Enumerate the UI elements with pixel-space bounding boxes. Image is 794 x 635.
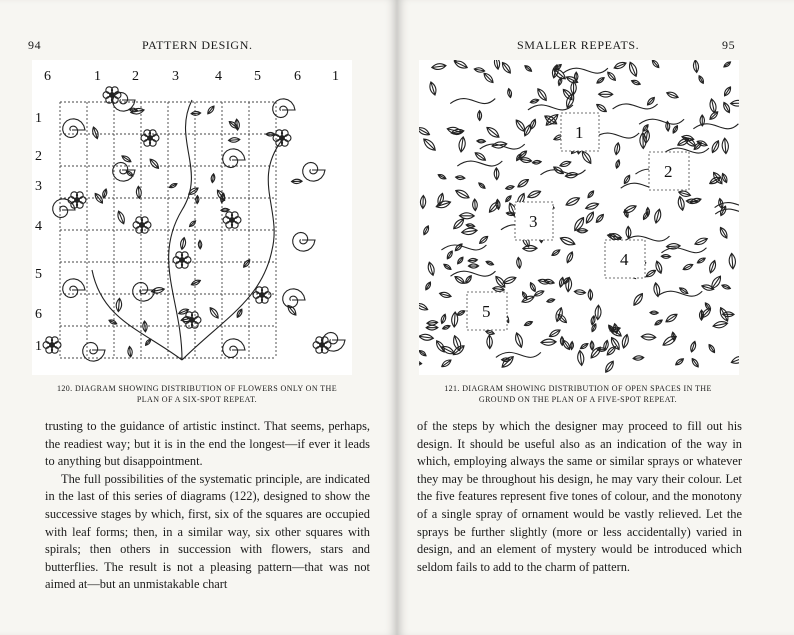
- leaf-shape: [458, 257, 463, 264]
- grid-row-label: 1: [35, 111, 42, 126]
- leaf-shape: [547, 299, 555, 302]
- leaf-shape: [419, 128, 430, 135]
- scroll-spiral: [53, 199, 75, 218]
- leaf-shape: [447, 251, 452, 259]
- leaf-shape: [522, 292, 526, 299]
- leaf-shape: [459, 137, 465, 152]
- leaf-shape: [655, 320, 662, 325]
- leaf-shape: [580, 344, 588, 349]
- leaf-shape: [454, 219, 464, 229]
- leaf-shape: [292, 179, 303, 183]
- vine-stem: [613, 104, 658, 109]
- leaf-shape: [478, 111, 482, 121]
- leaf-shape: [456, 176, 465, 180]
- figure-caption: [417, 383, 739, 405]
- vine-stem: [693, 124, 738, 129]
- leaf-shape: [506, 212, 514, 215]
- leaf-shape: [427, 321, 438, 325]
- running-head: PATTERN DESIGN.: [142, 38, 253, 52]
- scroll-spiral: [63, 119, 85, 138]
- flower-center: [148, 136, 153, 141]
- leaf-shape: [731, 100, 739, 106]
- leaf-shape: [596, 214, 603, 222]
- leaf-shape: [468, 258, 477, 262]
- leaf-shape: [588, 191, 594, 198]
- leaf-shape: [632, 80, 641, 84]
- leaf-shape: [705, 303, 710, 310]
- leaf-shape: [438, 175, 446, 179]
- leaf-shape: [496, 276, 505, 287]
- leaf-shape: [181, 238, 186, 250]
- grid-column-label: 2: [132, 69, 139, 84]
- leaf-shape: [680, 288, 688, 294]
- leaf-shape: [462, 228, 477, 234]
- leaf-shape: [428, 262, 434, 275]
- leaf-shape: [597, 348, 606, 352]
- leaf-shape: [647, 97, 654, 105]
- leaf-shape: [208, 106, 214, 114]
- body-text: [417, 418, 742, 576]
- leaf-shape: [599, 91, 613, 97]
- five-spot-diagram: [419, 60, 739, 375]
- leaf-shape: [574, 72, 578, 81]
- leaf-shape: [480, 236, 488, 243]
- leaf-shape: [530, 99, 538, 103]
- leaf-shape: [502, 63, 510, 74]
- leaf-shape: [474, 68, 484, 72]
- leaf-shape: [729, 253, 735, 269]
- leaf-shape: [541, 339, 556, 345]
- leaf-shape: [722, 173, 727, 182]
- leaf-shape: [570, 342, 573, 350]
- leaf-shape: [563, 340, 569, 349]
- grid-column-label: 6: [294, 69, 301, 84]
- leaf-shape: [506, 186, 514, 190]
- leaf-shape: [528, 191, 541, 198]
- grid-column-label: 3: [172, 69, 179, 84]
- leaf-shape: [452, 312, 458, 327]
- leaf-shape: [237, 309, 242, 317]
- vine-stem: [457, 161, 502, 166]
- leaf-shape: [683, 264, 693, 269]
- leaf-shape: [560, 161, 571, 166]
- leaf-shape: [210, 308, 218, 318]
- leaf-shape: [597, 104, 607, 111]
- leaf-shape: [442, 360, 451, 367]
- flower-center: [75, 198, 80, 203]
- leaf-shape: [695, 238, 708, 244]
- grid-column-label: 1: [94, 69, 101, 84]
- leaf-shape: [634, 294, 642, 306]
- leaf-shape: [697, 258, 705, 263]
- scroll-spiral: [63, 279, 85, 298]
- leaf-shape: [508, 89, 512, 98]
- paragraph: The full possibilities of the systematic principle, are indicated in the last of this series of diagrams (122), designed to show the successive stages by which, first, six of the squares are occupied with leaf forms; then, in a similar way, six other squares with spirals; then others in succession with flowers, stars and butterflies. The result is not a pleasing pattern—that was not aimed at—but an unmistakable chart: [45, 471, 370, 592]
- leaf-shape: [136, 186, 141, 198]
- caption-line: GROUND ON THE PLAN OF A FIVE-SPOT REPEAT.: [478, 395, 678, 404]
- leaf-shape: [217, 190, 224, 200]
- vine-stem: [450, 99, 495, 104]
- leaf-shape: [484, 73, 493, 82]
- leaf-shape: [211, 174, 215, 183]
- leaf-shape: [493, 287, 504, 292]
- vine-stem: [715, 209, 739, 214]
- leaf-shape: [710, 261, 716, 273]
- scroll-spiral: [113, 162, 135, 181]
- vine-stem: [496, 352, 541, 357]
- leaf-shape: [676, 359, 684, 365]
- leaf-shape: [457, 311, 465, 316]
- leaf-shape: [560, 237, 575, 244]
- leaf-shape: [454, 61, 467, 68]
- leaf-shape: [229, 138, 240, 143]
- page-number: 94: [28, 38, 42, 52]
- leaf-shape: [724, 62, 731, 67]
- vine-stem: [450, 271, 495, 276]
- leaf-shape: [534, 291, 544, 296]
- leaf-shape: [725, 87, 731, 96]
- leaf-shape: [442, 347, 455, 354]
- leaf-shape: [118, 211, 124, 224]
- leaf-shape: [501, 358, 510, 362]
- leaf-shape: [477, 139, 486, 142]
- grid-column-label: 4: [215, 69, 222, 84]
- leaf-shape: [558, 78, 562, 86]
- leaf-shape: [116, 298, 121, 311]
- leaf-shape: [456, 190, 469, 198]
- leaf-shape: [520, 158, 532, 163]
- leaf-shape: [441, 314, 445, 323]
- leaf-shape: [532, 160, 541, 164]
- leaf-shape: [229, 122, 237, 129]
- leaf-shape: [710, 99, 716, 113]
- leaf-shape: [151, 288, 164, 293]
- leaf-shape: [129, 108, 137, 111]
- space-label: 1: [575, 123, 584, 142]
- leaf-shape: [633, 356, 644, 360]
- leaf-shape: [525, 66, 532, 72]
- caption-line: 120. DIAGRAM SHOWING DISTRIBUTION OF FLOWERS ONLY ON THE: [56, 384, 338, 393]
- leaf-shape: [714, 172, 722, 183]
- leaf-shape: [494, 60, 499, 69]
- scroll-spiral: [223, 339, 245, 358]
- flower-center: [260, 293, 265, 298]
- flower-center: [50, 343, 55, 348]
- figure-caption: [36, 383, 358, 405]
- leaf-shape: [597, 78, 604, 83]
- leaf-shape: [673, 126, 677, 133]
- leaf-shape: [712, 276, 721, 288]
- leaf-shape: [566, 198, 579, 206]
- grid-row-label: 1: [35, 339, 42, 354]
- space-label: 2: [664, 162, 673, 181]
- flower-center: [110, 93, 115, 98]
- grid-row-label: 6: [35, 307, 42, 322]
- leaf-shape: [454, 336, 461, 351]
- leaf-shape: [692, 359, 698, 367]
- figure-five-spot-repeat: [419, 60, 739, 375]
- leaf-shape: [571, 81, 576, 94]
- leaf-shape: [699, 76, 703, 84]
- leaf-shape: [430, 82, 436, 95]
- leaf-shape: [554, 69, 566, 79]
- grid-row-label: 3: [35, 179, 42, 194]
- leaf-shape: [126, 171, 133, 176]
- leaf-shape: [574, 290, 585, 295]
- right-page: [397, 0, 794, 635]
- vine-stem: [594, 133, 639, 138]
- figure-six-spot-repeat: [32, 60, 352, 375]
- leaf-shape: [198, 240, 201, 249]
- leaf-shape: [440, 292, 452, 297]
- leaf-shape: [530, 283, 535, 292]
- leaf-shape: [109, 320, 117, 324]
- leaf-shape: [221, 208, 230, 211]
- vine-stem: [639, 119, 684, 124]
- leaf-shape: [444, 264, 451, 269]
- leaf-shape: [586, 203, 599, 209]
- vine-stem: [563, 68, 608, 73]
- vine-stem: [441, 245, 486, 250]
- paragraph: of the steps by which the designer may proceed to fill out his design. It should be useful also as an indication of the way in which, employing always the same or similar sprays or whatever they may be throughout his design, he may vary their colour. Let the five features represent five tones of colour, and the monotony of a single spray of ornament would be vastly relieved. Let the sprays be further slightly (more or less accidentally) varied in design, and an element of mystery would be introduced which seldom fails to add to the charm of pattern.: [417, 419, 742, 574]
- leaf-shape: [607, 347, 615, 355]
- leaf-shape: [503, 277, 516, 284]
- leaf-shape: [650, 311, 658, 314]
- leaf-shape: [516, 120, 525, 131]
- leaf-shape: [468, 264, 478, 268]
- leaf-shape: [552, 250, 560, 256]
- leaf-shape: [524, 125, 530, 136]
- leaf-shape: [606, 361, 614, 372]
- vine-stem: [528, 105, 573, 110]
- vine-stem: [657, 291, 702, 296]
- leaf-shape: [146, 339, 151, 345]
- leaf-shape: [486, 261, 493, 265]
- scroll-spiral: [303, 162, 325, 181]
- leaf-shape: [455, 277, 465, 284]
- leaf-shape: [419, 304, 428, 310]
- leaf-shape: [128, 346, 132, 357]
- six-spot-diagram: [32, 60, 352, 375]
- leaf-shape: [640, 133, 646, 149]
- leaf-shape: [724, 102, 730, 112]
- leaf-shape: [516, 333, 523, 348]
- leaf-shape: [426, 325, 438, 330]
- running-head: SMALLER REPEATS.: [517, 38, 640, 52]
- leaf-shape: [622, 334, 628, 348]
- vine-stem: [661, 248, 706, 253]
- leaf-shape: [709, 345, 715, 353]
- leaf-shape: [93, 127, 98, 139]
- leaf-shape: [424, 139, 435, 150]
- leaf-shape: [646, 270, 655, 276]
- leaf-shape: [549, 330, 560, 337]
- leaf-shape: [643, 212, 648, 220]
- leaf-shape: [691, 341, 696, 352]
- leaf-shape: [459, 213, 474, 219]
- leaf-shape: [608, 72, 616, 80]
- leaf-shape: [487, 335, 492, 349]
- leaf-shape: [494, 168, 499, 180]
- grid-row-label: 4: [35, 219, 42, 234]
- leaf-shape: [443, 325, 451, 329]
- leaf-shape: [424, 226, 429, 235]
- grid-row-label: 2: [35, 149, 42, 164]
- leaf-shape: [538, 89, 546, 101]
- leaf-shape: [591, 316, 595, 325]
- body-text: [45, 418, 370, 594]
- leaf-shape: [586, 212, 593, 223]
- leaf-shape: [420, 195, 425, 208]
- leaf-shape: [190, 221, 196, 227]
- leaf-shape: [191, 280, 200, 285]
- caption-line: 121. DIAGRAM SHOWING DISTRIBUTION OF OPEN SPACES IN THE: [444, 384, 712, 393]
- leaf-shape: [731, 356, 739, 363]
- scroll-spiral: [223, 149, 245, 168]
- scroll-spiral: [283, 289, 305, 308]
- leaf-shape: [722, 285, 731, 289]
- leaf-shape: [531, 119, 536, 129]
- leaf-shape: [419, 351, 426, 356]
- leaf-shape: [506, 196, 511, 202]
- leaf-shape: [614, 62, 626, 68]
- flower-center: [320, 343, 325, 348]
- leaf-shape: [679, 191, 691, 196]
- leaf-shape: [590, 341, 594, 350]
- leaf-shape: [630, 62, 637, 76]
- leaf-shape: [524, 321, 532, 325]
- leaf-shape: [722, 138, 728, 153]
- leaf-shape: [720, 227, 727, 238]
- leaf-shape: [655, 209, 661, 223]
- leaf-shape: [466, 276, 472, 284]
- leaf-shape: [517, 257, 521, 268]
- leaf-shape: [518, 180, 529, 187]
- flower-center: [140, 223, 145, 228]
- flower-center: [280, 136, 285, 141]
- leaf-shape: [595, 305, 601, 320]
- leaf-shape: [438, 193, 444, 205]
- leaf-shape: [432, 64, 446, 70]
- leaf-shape: [196, 196, 199, 204]
- leaf-shape: [122, 156, 131, 162]
- leaf-shape: [191, 111, 201, 115]
- grid-column-label: 1: [332, 69, 339, 84]
- page-number: 95: [722, 38, 736, 52]
- leaf-shape: [95, 193, 102, 203]
- leaf-shape: [266, 132, 275, 136]
- leaf-shape: [667, 92, 678, 98]
- leaf-shape: [473, 199, 478, 211]
- leaf-shape: [641, 334, 656, 340]
- leaf-shape: [652, 60, 658, 67]
- leaf-shape: [656, 261, 662, 273]
- grid-column-label: 5: [254, 69, 261, 84]
- leaf-shape: [419, 334, 433, 340]
- flower-center: [180, 258, 185, 263]
- leaf-shape: [712, 141, 719, 153]
- leaf-shape: [578, 350, 584, 365]
- leaf-shape: [615, 143, 620, 155]
- leaf-shape: [475, 153, 485, 160]
- leaf-shape: [487, 127, 499, 137]
- leaf-shape: [419, 361, 422, 366]
- space-label: 5: [482, 302, 491, 321]
- space-label: 3: [529, 212, 538, 231]
- grid-column-label: 6: [44, 69, 51, 84]
- leaf-shape: [479, 183, 485, 188]
- paragraph: trusting to the guidance of artistic instinct. That seems, perhaps, the readiest way; but it is in the end the longest—if ever it leads to anything but disappointment.: [45, 419, 370, 469]
- leaf-shape: [588, 289, 592, 300]
- leaf-shape: [523, 246, 537, 252]
- leaf-shape: [426, 282, 431, 290]
- leaf-shape: [150, 159, 158, 168]
- leaf-shape: [626, 226, 631, 238]
- space-label: 4: [620, 250, 629, 269]
- leaf-shape: [558, 314, 566, 322]
- leaf-shape: [624, 175, 629, 183]
- leaf-shape: [466, 224, 475, 228]
- grid-row-label: 5: [35, 267, 42, 282]
- leaf-shape: [582, 151, 591, 163]
- leaf-shape: [577, 229, 587, 233]
- leaf-shape: [713, 322, 728, 328]
- flower-center: [230, 218, 235, 223]
- leaf-shape: [179, 309, 189, 314]
- leaf-shape: [661, 255, 670, 259]
- leaf-shape: [169, 184, 177, 188]
- leaf-shape: [616, 160, 620, 168]
- leaf-shape: [559, 277, 563, 287]
- leaf-shape: [567, 252, 573, 263]
- leaf-shape: [143, 321, 147, 332]
- leaf-shape: [693, 60, 698, 72]
- leaf-shape: [103, 189, 107, 198]
- leaf-shape: [678, 196, 684, 210]
- scroll-spiral: [293, 232, 315, 251]
- leaf-shape: [486, 331, 495, 335]
- caption-line: PLAN OF A SIX-SPOT REPEAT.: [136, 395, 258, 404]
- leaf-shape: [666, 314, 677, 322]
